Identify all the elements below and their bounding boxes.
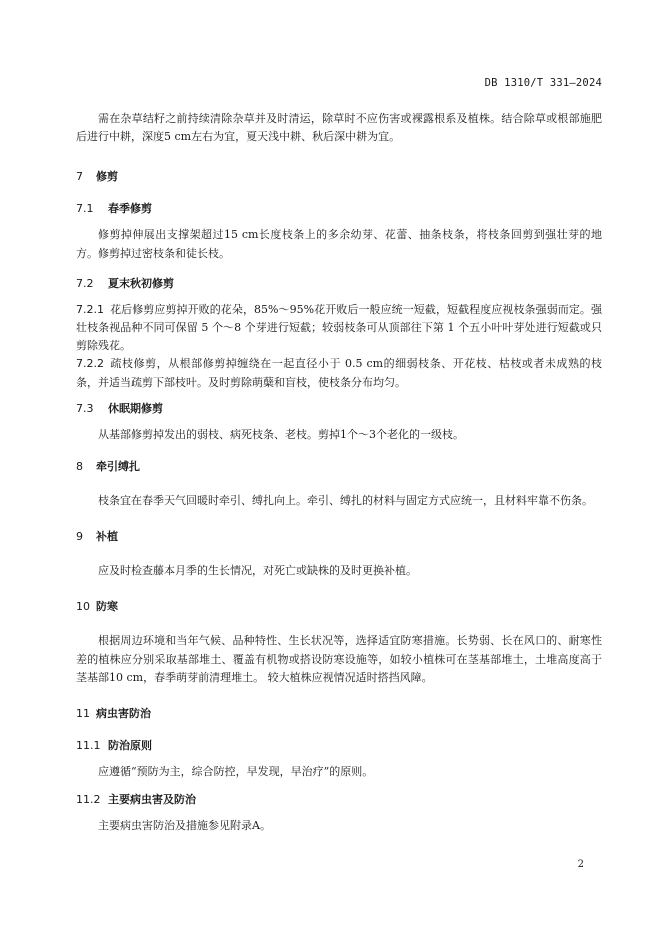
section-8-heading xyxy=(76,458,602,476)
section-title: 病虫害防治 xyxy=(96,707,151,721)
section-7-3-text: 从基部修剪掉发出的弱枝、病死枝条、老枝。剪掉1个～3个老化的一级枝。 xyxy=(98,427,464,441)
section-7-1-text: 修剪掉伸展出支撑架超过15 cm长度枝条上的多余幼芽、花蕾、抽条枝条，将枝条回剪到强壮芽的地方。修剪掉过密枝条和徒长枝。 xyxy=(76,228,602,260)
section-title: 防治原则 xyxy=(108,739,152,753)
section-title: 春季修剪 xyxy=(108,202,152,216)
section-number: 7.3 xyxy=(76,401,94,415)
section-10-text: 根据周边环境和当年气候、品种特性、生长状况等，选择适宜防寒措施。长势弱、长在风口的、耐寒性差的植株应分别采取基部堆土、覆盖有机物或搭设防寒设施等，如较小植株可在茎基部堆土，土堆高度高于茎基部10 cm，春季萌芽前清理堆土。 较大植株应视情况适时搭挡风障。 xyxy=(76,634,602,684)
section-number: 9 xyxy=(76,530,83,544)
section-number: 7.2 xyxy=(76,276,94,290)
document-body xyxy=(76,98,602,835)
section-7-1-heading xyxy=(76,200,602,218)
section-11-1-heading xyxy=(76,737,602,755)
section-title: 夏末秋初修剪 xyxy=(108,276,174,290)
section-title: 防寒 xyxy=(96,600,118,614)
item-text: 花后修剪应剪掉开败的花朵，85%～95%花开败后一般应统一短截，短截程度应视枝条强弱而定。强壮枝条视品种不同可保留 5 个～8 个芽进行短截；较弱枝条可从顶部往下第 1 个五小叶叶芽处进行短截或只剪除残花。 xyxy=(76,302,602,353)
item-number: 7.2.2 xyxy=(76,357,104,371)
item-7-2-2 xyxy=(76,355,602,391)
section-7-3-heading xyxy=(76,400,602,418)
section-number: 10 xyxy=(76,600,90,614)
section-title: 主要病虫害及防治 xyxy=(108,793,196,807)
section-7-2-heading xyxy=(76,275,602,293)
section-10-heading xyxy=(76,598,602,616)
page-number: 2 xyxy=(577,859,584,870)
section-number: 11 xyxy=(76,707,90,721)
section-11-2-text: 主要病虫害防治及措施参见附录A。 xyxy=(98,819,271,833)
section-number: 7 xyxy=(76,170,83,184)
section-8-text: 枝条宜在春季天气回暖时牵引、缚扎向上。牵引、缚扎的材料与固定方式应统一，且材料牢靠不伤条。 xyxy=(98,494,593,508)
section-title: 补植 xyxy=(96,530,118,544)
item-text: 疏枝修剪，从根部修剪掉缠绕在一起直径小于 0.5 cm的细弱枝条、开花枝、枯枝或者未成熟的枝条，并适当疏剪下部枝叶。及时剪除萌蘖和盲枝，使枝条分布均匀。 xyxy=(76,357,602,389)
document-code: DB 1310/T 331—2024 xyxy=(484,77,602,89)
item-number: 7.2.1 xyxy=(76,302,104,316)
section-11-2-heading xyxy=(76,791,602,809)
section-title: 休眠期修剪 xyxy=(108,401,163,415)
section-11-1-text: 应遵循“预防为主，综合防控，早发现，早治疗”的原则。 xyxy=(98,765,374,779)
section-title: 牵引缚扎 xyxy=(96,460,140,474)
section-9-heading xyxy=(76,528,602,546)
item-7-2-1 xyxy=(76,301,602,356)
section-title: 修剪 xyxy=(96,170,118,184)
section-9-text: 应及时检查藤本月季的生长情况，对死亡或缺株的及时更换补植。 xyxy=(98,564,417,578)
section-11-heading xyxy=(76,705,602,723)
section-7-heading xyxy=(76,168,602,186)
section-number: 8 xyxy=(76,460,83,474)
section-number: 11.2 xyxy=(76,793,101,807)
section-number: 11.1 xyxy=(76,739,101,753)
intro-paragraph: 需在杂草结籽之前持续清除杂草并及时清运，除草时不应伤害或裸露根系及植株。结合除草或根部施肥后进行中耕，深度5 cm左右为宜，夏天浅中耕、秋后深中耕为宜。 xyxy=(76,112,602,144)
section-number: 7.1 xyxy=(76,202,94,216)
